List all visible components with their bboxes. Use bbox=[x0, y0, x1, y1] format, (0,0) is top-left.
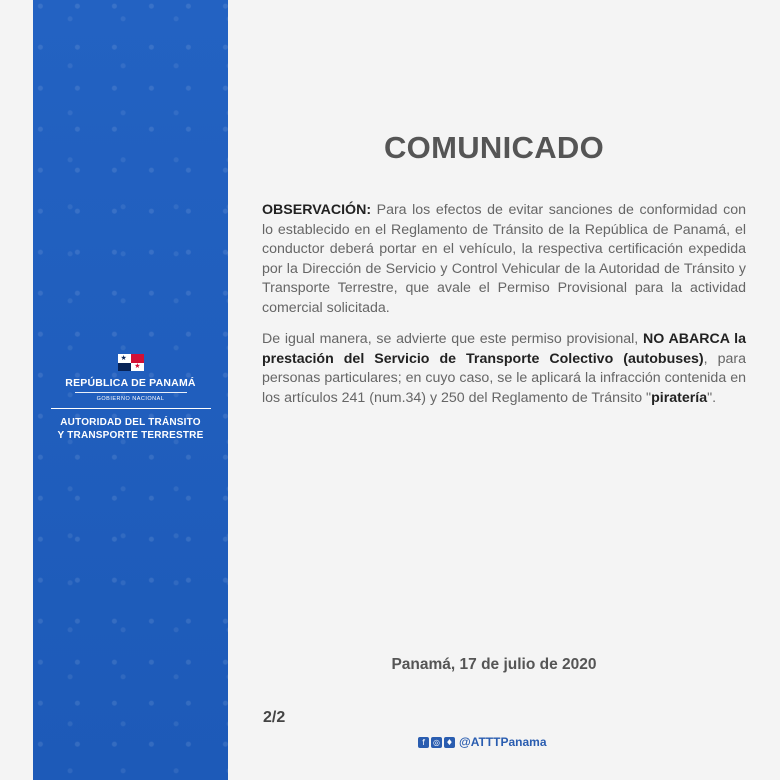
document-date: Panamá, 17 de julio de 2020 bbox=[391, 656, 597, 673]
observation-paragraph bbox=[262, 201, 746, 318]
facebook-icon[interactable]: f bbox=[418, 737, 429, 748]
warning-bold-b: piratería bbox=[651, 389, 708, 406]
social-links bbox=[418, 735, 547, 749]
sidebar-banner bbox=[33, 0, 228, 780]
instagram-icon[interactable]: ◎ bbox=[431, 737, 442, 748]
warning-text-c: ". bbox=[707, 389, 717, 406]
document-body bbox=[228, 0, 780, 780]
observation-label: OBSERVACIÓN: bbox=[262, 202, 372, 218]
warning-text-b: , para personas particulares; en cuyo caso, se le aplicará la infracción contenida en los artículos 241 (num.34) y 250 del Reglamento de Tránsito " bbox=[262, 350, 746, 406]
agency-name-line1: AUTORIDAD DEL TRÁNSITO bbox=[60, 417, 201, 428]
logo-divider-top bbox=[75, 392, 187, 393]
warning-bold-a: NO ABARCA la prestación del Servicio de Transporte Colectivo (autobuses) bbox=[262, 331, 746, 367]
social-handle[interactable]: @ATTTPanama bbox=[459, 735, 547, 749]
page-number: 2/2 bbox=[263, 709, 286, 726]
document-title: COMUNICADO bbox=[384, 130, 604, 165]
republic-label: REPÚBLICA DE PANAMÁ bbox=[65, 377, 196, 389]
warning-paragraph bbox=[262, 330, 746, 408]
agency-name-line2: Y TRANSPORTE TERRESTRE bbox=[57, 430, 204, 441]
warning-text-a: De igual manera, se advierte que este permiso provisional, bbox=[262, 331, 643, 347]
logo-divider bbox=[51, 408, 211, 409]
twitter-icon[interactable]: ♦ bbox=[445, 737, 454, 747]
government-logo bbox=[33, 354, 228, 442]
observation-text: Para los efectos de evitar sanciones de conformidad con lo establecido en el Reglamento de Tránsito de la República de Panamá, el conductor deberá portar en el vehículo, la respectiva certificación expedida por la Dirección de Servicio y Control Vehicular de la Autoridad de Tránsito y Transporte Terrestre, que avale el Permiso Provisional para la actividad comercial solicitada. bbox=[262, 202, 746, 316]
panama-flag-icon: ★ ★ bbox=[118, 354, 144, 371]
government-label: GOBIERNO NACIONAL bbox=[96, 396, 165, 402]
